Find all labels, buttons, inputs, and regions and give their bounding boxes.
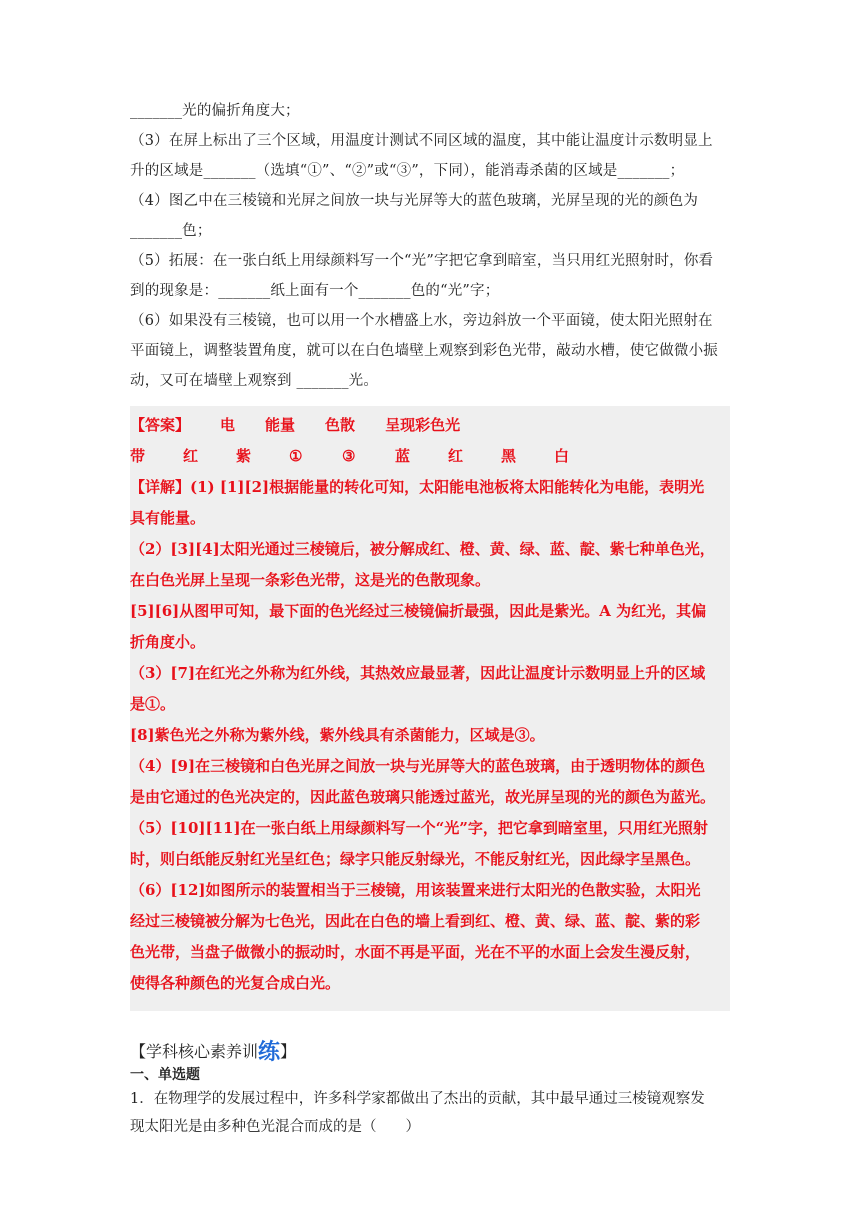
answer-row: [130, 441, 730, 472]
document-page: [130, 96, 730, 1141]
question-line: _______光的偏折角度大；: [130, 103, 300, 119]
question-line: （6）如果没有三棱镜，也可以用一个水槽盛上水，旁边斜放一个平面镜，使太阳光照射在: [130, 313, 713, 329]
section-title-highlight: 练: [258, 1039, 281, 1065]
detail-line: （5）[10][11]在一张白纸上用绿颜料写一个“光”字，把它拿到暗室里，只用红光照射: [130, 819, 708, 837]
question-line: （4）图乙中在三棱镜和光屏之间放一块与光屏等大的蓝色玻璃，光屏呈现的光的颜色为: [130, 193, 699, 209]
section-title-suffix: 】: [280, 1042, 297, 1061]
answer-item: ③: [342, 447, 356, 465]
question-line: （3）在屏上标出了三个区域，用温度计测试不同区域的温度，其中能让温度计示数明显上: [130, 133, 713, 149]
detail-line: （6）[12]如图所示的装置相当于三棱镜，用该装置来进行太阳光的色散实验，太阳光: [130, 881, 701, 899]
section-subtitle: 一、单选题: [130, 1067, 200, 1083]
detail-line: [5][6]从图甲可知，最下面的色光经过三棱镜偏折最强，因此是紫光。A 为红光，其偏: [130, 602, 707, 620]
detail-line: 是①。: [130, 695, 176, 713]
section-title: [130, 1039, 730, 1065]
answer-item: 能量: [265, 416, 296, 434]
answer-item: 蓝: [395, 447, 411, 465]
question-line: （5）拓展：在一张白纸上用绿颜料写一个“光”字把它拿到暗室，当只用红光照射时，你看: [130, 253, 714, 269]
detail-line: 时，则白纸能反射红光呈红色；绿字只能反射绿光，不能反射红光，因此绿字呈黑色。: [130, 850, 701, 868]
question-line: 动，又可在墙壁上观察到 _______光。: [130, 373, 379, 389]
answer-row: [130, 410, 730, 441]
answer-item: 带: [130, 447, 146, 465]
detail-line: 具有能量。: [130, 509, 206, 527]
question-line: 现太阳光是由多种色光混合而成的是（ ）: [130, 1119, 420, 1135]
answer-item: 呈现彩色光: [385, 416, 461, 434]
answer-item: 黑: [501, 447, 517, 465]
answer-box: [130, 406, 730, 1011]
detail-line: （4）[9]在三棱镜和白色光屏之间放一块与光屏等大的蓝色玻璃，由于透明物体的颜色: [130, 757, 706, 775]
answer-item: 色散: [325, 416, 356, 434]
detail-line: 在白色光屏上呈现一条彩色光带，这是光的色散现象。: [130, 571, 491, 589]
answer-item: 紫: [236, 447, 252, 465]
answer-item: 白: [554, 447, 570, 465]
answer-item: 电: [220, 416, 236, 434]
practice-section: [130, 1039, 730, 1141]
answer-item: 红: [183, 447, 199, 465]
question-line: 升的区域是_______（选填“①”、“②”或“③”，下同），能消毒杀菌的区域是_______；: [130, 163, 685, 179]
detail-line: 折角度小。: [130, 633, 206, 651]
detail-line: （3）[7]在红光之外称为红外线，其热效应最显著，因此让温度计示数明显上升的区域: [130, 664, 706, 682]
detail-line: 是由它通过的色光决定的，因此蓝色玻璃只能透过蓝光，故光屏呈现的光的颜色为蓝光。: [130, 788, 716, 806]
question-line: 1．在物理学的发展过程中，许多科学家都做出了杰出的贡献，其中最早通过三棱镜观察发: [130, 1091, 705, 1107]
question-line: 到的现象是：_______纸上面有一个_______色的“光”字；: [130, 283, 500, 299]
section-title-prefix: 【学科核心素养训: [130, 1042, 259, 1061]
question-block: [130, 96, 730, 396]
detail-line: （2）[3][4]太阳光通过三棱镜后，被分解成红、橙、黄、绿、蓝、靛、紫七种单色光，: [130, 540, 715, 558]
detail-line: [8]紫色光之外称为紫外线，紫外线具有杀菌能力，区域是③。: [130, 726, 545, 744]
answer-item: ①: [289, 447, 303, 465]
detail-line: 经过三棱镜被分解为七色光，因此在白色的墙上看到红、橙、黄、绿、蓝、靛、紫的彩: [130, 912, 701, 930]
answer-item: 红: [448, 447, 464, 465]
detail-line: 使得各种颜色的光复合成白光。: [130, 974, 341, 992]
detail-line: 【详解】(1) [1][2]根据能量的转化可知，太阳能电池板将太阳能转化为电能，表明光: [130, 478, 705, 496]
detail-line: 色光带，当盘子做微小的振动时，水面不再是平面，光在不平的水面上会发生漫反射，: [130, 943, 701, 961]
question-line: _______色；: [130, 223, 212, 239]
question-line: 平面镜上，调整装置角度，就可以在白色墙壁上观察到彩色光带，敲动水槽，使它做微小振: [130, 343, 718, 359]
answer-label: 【答案】: [130, 416, 191, 434]
